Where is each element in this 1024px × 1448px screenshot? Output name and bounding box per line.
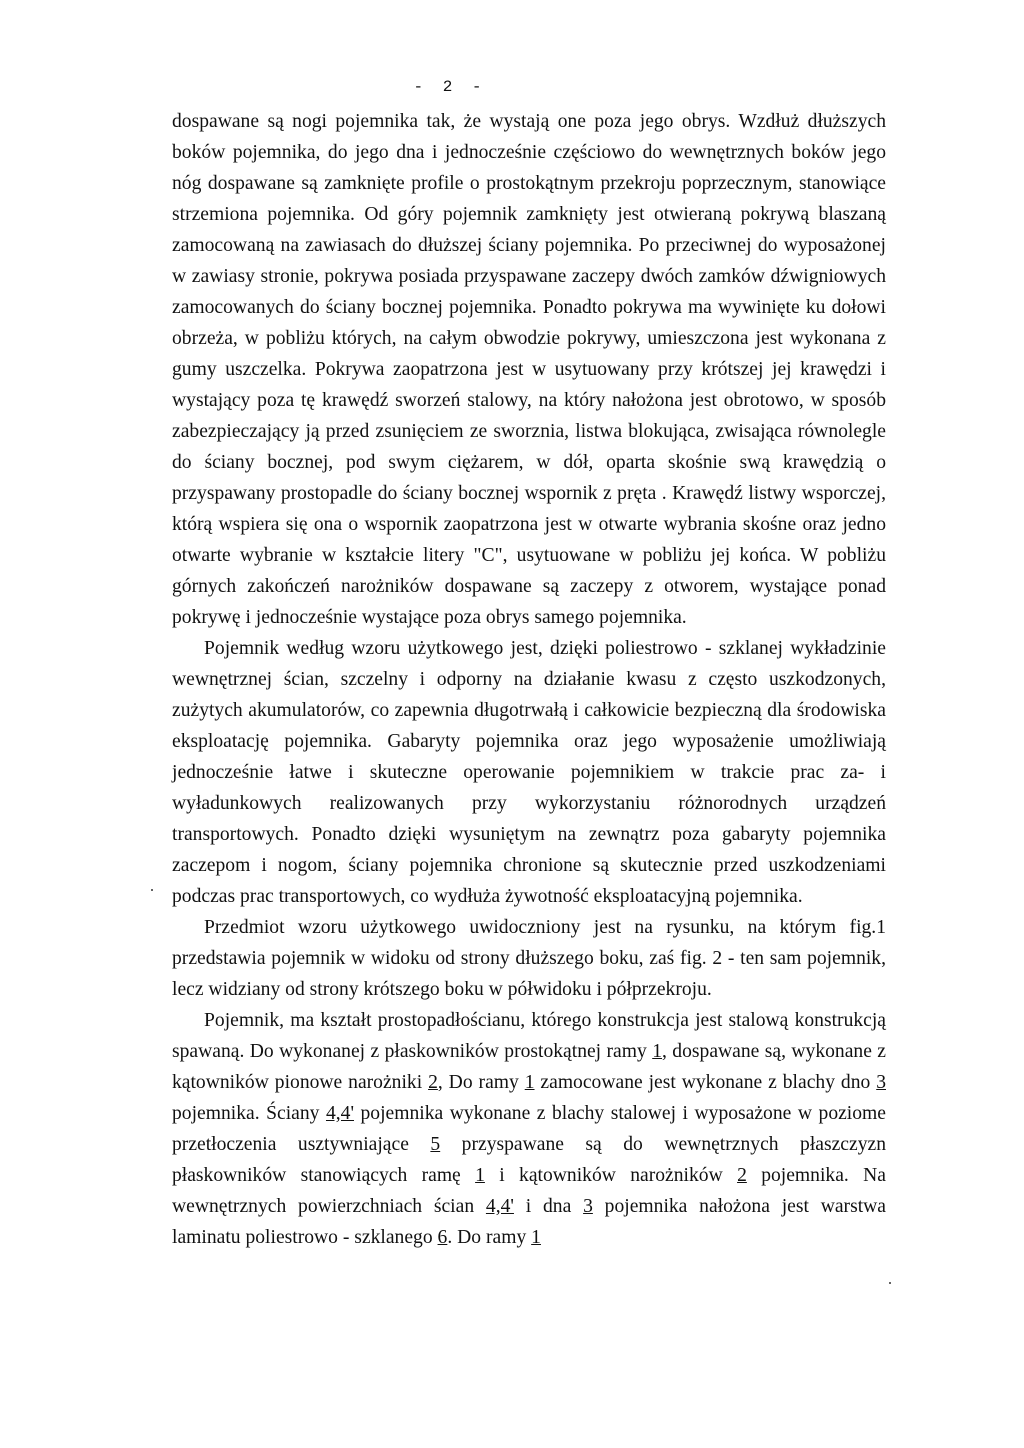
text-run: i dna <box>513 1196 584 1217</box>
text-run: Pojemnik według wzoru użytkowego jest, dzięki poliestrowo - szklanej wykładzinie wewnętrznej ścian, szczelny i odporny na działanie kwasu z często uszkodzonych, zużytych akumulatorów, co zapewnia długotrwałą i całkowicie bezpieczną dla środowiska eksploatację pojemnika. Gabaryty pojemnika oraz jego wyposażenie umożliwiają jednocześnie łatwe i skuteczne operowanie pojemnikiem w trakcie prac za- i wyładunkowych realizowanych przy wykorzystaniu różnorodnych urządzeń transportowych. Ponadto dzięki wysuniętym na zewnątrz poza gabaryty pojemnika zaczepom i nogom, ściany pojemnika chronione są skutecznie przed uszkodzeniami podczas prac transportowych, co wydłuża żywotność eksploatacyjną pojemnika. <box>172 638 886 907</box>
text-run: pojemnika wykonane z blachy stalowej i wyposażone w poziome przetłoczenia usztywniające <box>172 1103 886 1155</box>
page-number: - 2 - <box>413 78 487 96</box>
reference-numeral: 2 <box>428 1072 438 1093</box>
text-run: i kątowników narożników <box>484 1165 738 1186</box>
reference-numeral: 2 <box>737 1165 747 1186</box>
reference-numeral: 3 <box>876 1072 886 1093</box>
scan-speck <box>151 889 153 891</box>
reference-numeral: 1 <box>524 1072 535 1093</box>
text-run: Przedmiot wzoru użytkowego uwidoczniony jest na rysunku, na którym fig.1 przedstawia pojemnik w widoku od strony dłuższego boku, zaś fig. 2 - ten sam pojemnik, lecz widziany od strony krótszego boku w półwidoku i półprzekroju. <box>172 917 886 1000</box>
reference-numeral: 1 <box>652 1041 662 1062</box>
text-run: pojemnika. Na wewnętrznych powierzchniach ścian <box>172 1165 886 1217</box>
text-run: , Do ramy <box>437 1072 525 1093</box>
text-run: przyspawane są do wewnętrznych płaszczyzn płaskowników stanowiących ramę <box>172 1134 886 1186</box>
text-run: pojemnika nałożona jest warstwa laminatu poliestrowo - szklanego <box>172 1196 886 1248</box>
reference-numeral: 5 <box>430 1134 441 1155</box>
reference-numeral: 1 <box>531 1227 541 1248</box>
paragraph-3 <box>172 912 886 1005</box>
text-run: , dospawane są, wykonane z kątowników pionowe narożniki <box>172 1041 887 1093</box>
text-run: zamocowane jest wykonane z blachy dno <box>534 1072 877 1093</box>
paragraph-2 <box>172 633 886 912</box>
reference-numeral: 1 <box>475 1165 485 1186</box>
paragraph-1 <box>172 106 886 633</box>
scan-speck <box>889 1282 891 1284</box>
text-run: dospawane są nogi pojemnika tak, że wystają one poza jego obrys. Wzdłuż dłuższych boków pojemnika, do jego dna i jednocześnie częściowo do wewnętrznych boków jego nóg dospawane są zamknięte profile o prostokątnym przekroju poprzecznym, stanowiące strzemiona pojemnika. Od góry pojemnik zamknięty jest otwieraną pokrywą blaszaną zamocowaną na zawiasach do dłuższej ściany pojemnika. Po przeciwnej do wyposażonej w zawiasy stronie, pokrywa posiada przyspawane zaczepy dwóch zamków dźwigniowych zamocowanych do ściany bocznej pojemnika. Ponadto pokrywa ma wywinięte ku dołowi obrzeża, w pobliżu których, na całym obwodzie pokrywy, umieszczona jest wykonana z gumy uszczelka. Pokrywa zaopatrzona jest w usytuowany przy krótszej jej krawędzi i wystający poza tę krawędź sworzeń stalowy, na który nałożona jest obrotowo, w sposób zabezpieczający ją przed zsunięciem ze sworznia, listwa blokująca, zwisająca równolegle do ściany bocznej, pod swym ciężarem, w dół, oparta skośnie swą krawędzią o przyspawany prostopadle do ściany bocznej wspornik z pręta . Krawędź listwy wsporczej, którą wspiera się ona o wspornik zaopatrzona jest w otwarte wybrania skośne oraz jedno otwarte wybranie w kształcie litery "C", usytuowane w pobliżu jej końca. W pobliżu górnych zakończeń narożników dospawane są zaczepy z otworem, wystające ponad pokrywę i jednocześnie wystające poza obrys samego pojemnika. <box>172 111 886 628</box>
text-run: Pojemnik, ma kształt prostopadłościanu, którego konstrukcja jest stalową konstrukcją spawaną. Do wykonanej z płaskowników prostokątnej ramy <box>172 1010 886 1062</box>
reference-numeral: 6 <box>437 1227 448 1248</box>
reference-numeral: 3 <box>583 1196 593 1217</box>
text-run: pojemnika. Ściany <box>172 1103 326 1124</box>
reference-numeral: 4,4' <box>485 1196 514 1217</box>
paragraph-4 <box>172 1005 886 1253</box>
reference-numeral: 4,4' <box>325 1103 354 1124</box>
text-run: . Do ramy <box>447 1227 532 1248</box>
body-text <box>172 106 886 1253</box>
